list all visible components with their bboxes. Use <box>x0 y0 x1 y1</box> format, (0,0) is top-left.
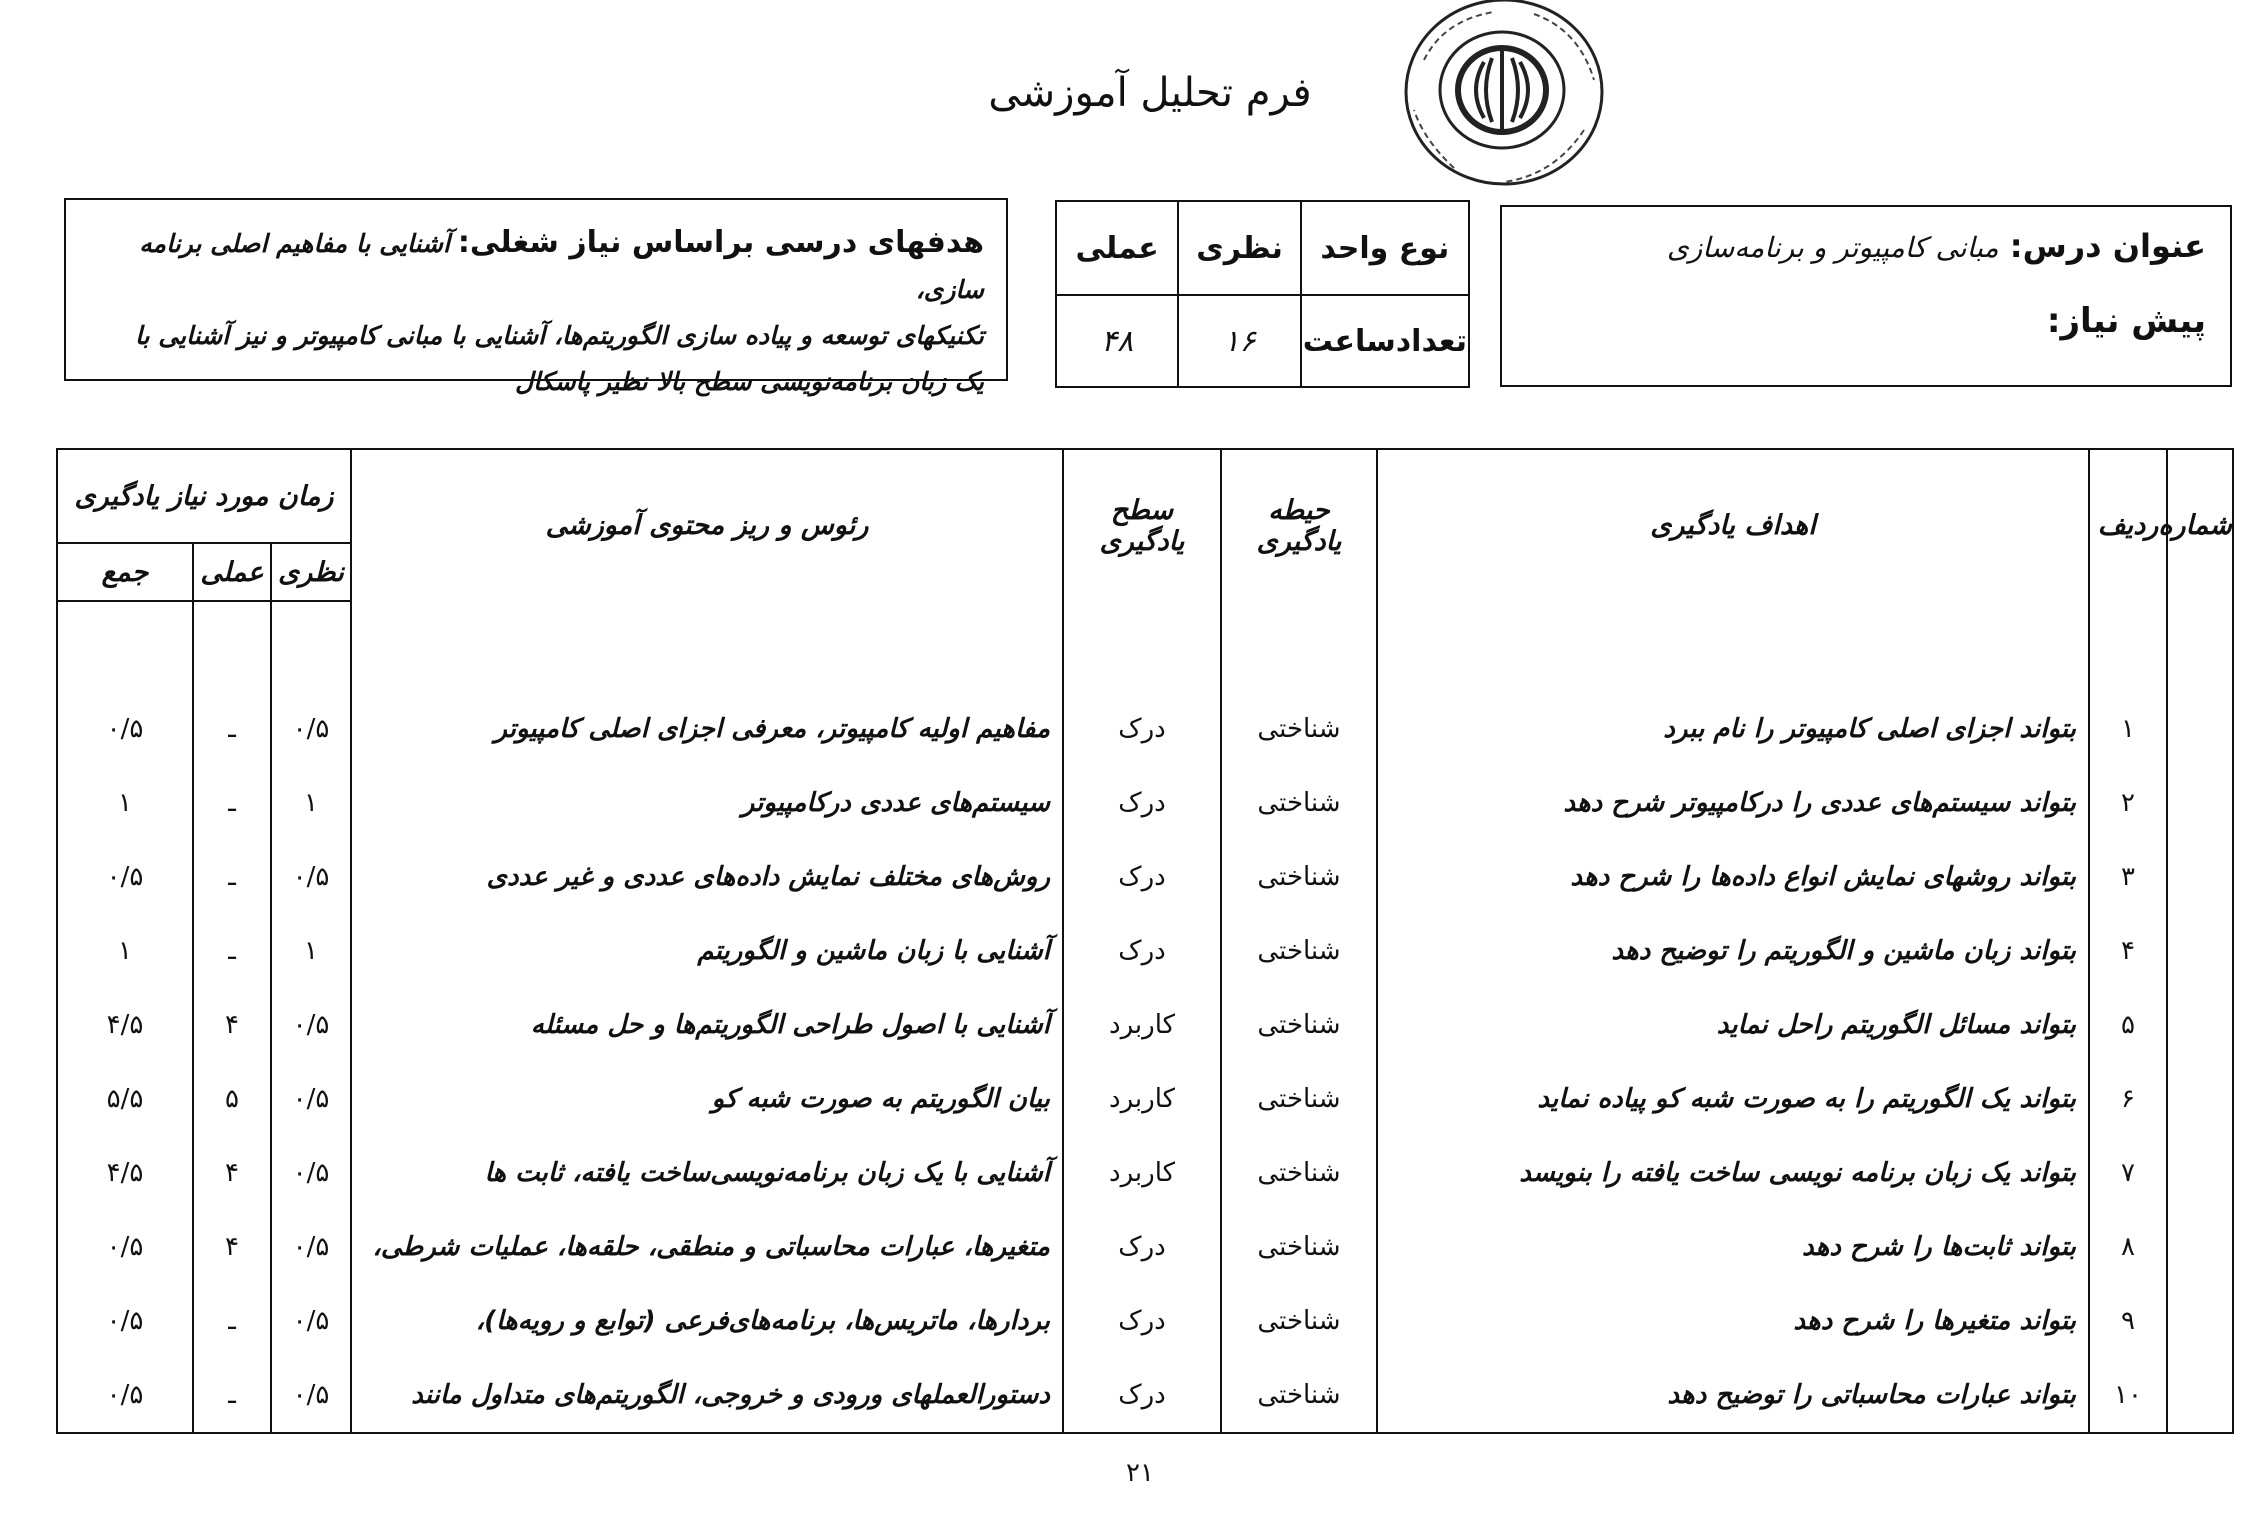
objective-cell: بتواند متغیرها را شرح دهد <box>1377 1284 2089 1358</box>
content-cell: بیان الگوریتم به صورت شبه کو <box>351 1062 1063 1136</box>
domain-cell: شناختی <box>1221 1062 1377 1136</box>
hours-label: تعدادساعت <box>1301 295 1469 387</box>
prerequisite-label: پیش نیاز: <box>2046 301 2206 341</box>
level-cell: درک <box>1063 1284 1221 1358</box>
row-cell: ۳ <box>2089 840 2167 914</box>
theory-cell: ۰/۵ <box>271 1062 351 1136</box>
goals-line-1: آشنایی با مفاهیم اصلی برنامه سازی، <box>139 229 984 304</box>
objective-cell: بتواند ثابت‌ها را شرح دهد <box>1377 1210 2089 1284</box>
practical-cell: ـ <box>193 1284 271 1358</box>
practical-cell: ـ <box>193 766 271 840</box>
course-title-value: مبانی کامپیوتر و برنامه‌سازی <box>1666 231 1999 264</box>
objective-cell: بتواند مسائل الگوریتم راحل نماید <box>1377 988 2089 1062</box>
level-cell: کاربرد <box>1063 1136 1221 1210</box>
row-cell: ۴ <box>2089 914 2167 988</box>
number-cell <box>2167 1062 2233 1136</box>
course-title <box>1526 227 2206 265</box>
objective-cell: بتواند اجزای اصلی کامپیوتر را نام ببرد <box>1377 692 2089 766</box>
col-domain-header: حیطه یادگیری <box>1221 449 1377 601</box>
total-cell: ۰/۵ <box>57 1284 193 1358</box>
unit-type-label: نوع واحد <box>1301 201 1469 295</box>
content-cell: سیستم‌های عددی درکامپیوتر <box>351 766 1063 840</box>
row-cell: ۷ <box>2089 1136 2167 1210</box>
table-row <box>57 1210 2233 1284</box>
content-cell: روش‌های مختلف نمایش داده‌های عددی و غیر عددی <box>351 840 1063 914</box>
table-row <box>57 1062 2233 1136</box>
theory-cell: ۰/۵ <box>271 692 351 766</box>
row-cell: ۸ <box>2089 1210 2167 1284</box>
theory-cell: ۱ <box>271 766 351 840</box>
total-cell: ۰/۵ <box>57 692 193 766</box>
col-time-header: زمان مورد نیاز یادگیری <box>57 449 351 543</box>
objective-cell: بتواند عبارات محاسباتی را توضیح دهد <box>1377 1358 2089 1433</box>
col-practical-header: عملی <box>193 543 271 601</box>
number-cell <box>2167 1136 2233 1210</box>
theory-cell: ۰/۵ <box>271 1210 351 1284</box>
form-title: فرم تحلیل آموزشی <box>988 70 1312 116</box>
table-row <box>57 914 2233 988</box>
domain-cell: شناختی <box>1221 988 1377 1062</box>
total-cell: ۱ <box>57 914 193 988</box>
domain-cell: شناختی <box>1221 840 1377 914</box>
theory-hours: ۱۶ <box>1178 295 1300 387</box>
table-row <box>57 988 2233 1062</box>
number-cell <box>2167 840 2233 914</box>
level-cell: درک <box>1063 1210 1221 1284</box>
level-cell: درک <box>1063 1358 1221 1433</box>
domain-cell: شناختی <box>1221 914 1377 988</box>
col-level-header: سطح یادگیری <box>1063 449 1221 601</box>
unit-theory-label: نظری <box>1178 201 1300 295</box>
content-cell: مفاهیم اولیه کامپیوتر، معرفی اجزای اصلی کامپیوتر <box>351 692 1063 766</box>
course-goals-box <box>64 198 1008 396</box>
content-cell: متغیرها، عبارات محاسباتی و منطقی، حلقه‌ها، عملیات شرطی، <box>351 1210 1063 1284</box>
course-info-box <box>1500 205 2232 387</box>
row-cell: ۵ <box>2089 988 2167 1062</box>
theory-cell: ۰/۵ <box>271 988 351 1062</box>
number-cell <box>2167 766 2233 840</box>
practical-cell: ۴ <box>193 1136 271 1210</box>
goals-heading: هدفهای درسی براساس نیاز شغلی: <box>457 225 984 260</box>
number-cell <box>2167 692 2233 766</box>
practical-cell: ـ <box>193 840 271 914</box>
col-total-header: جمع <box>57 543 193 601</box>
number-cell <box>2167 1210 2233 1284</box>
theory-cell: ۰/۵ <box>271 1136 351 1210</box>
theory-cell: ۰/۵ <box>271 840 351 914</box>
table-row <box>57 1136 2233 1210</box>
col-objectives-header: اهداف یادگیری <box>1377 449 2089 601</box>
row-cell: ۶ <box>2089 1062 2167 1136</box>
content-cell: آشنایی با زبان ماشین و الگوریتم <box>351 914 1063 988</box>
col-theory-header: نظری <box>271 543 351 601</box>
domain-cell: شناختی <box>1221 1358 1377 1433</box>
objective-cell: بتواند سیستم‌های عددی را درکامپیوتر شرح دهد <box>1377 766 2089 840</box>
level-cell: درک <box>1063 766 1221 840</box>
col-row-header: ردیف <box>2089 449 2167 601</box>
number-cell <box>2167 1284 2233 1358</box>
practical-hours: ۴۸ <box>1056 295 1178 387</box>
level-cell: درک <box>1063 840 1221 914</box>
total-cell: ۴/۵ <box>57 988 193 1062</box>
row-cell: ۱ <box>2089 692 2167 766</box>
unit-practical-label: عملی <box>1056 201 1178 295</box>
number-cell <box>2167 914 2233 988</box>
content-cell: آشنایی با اصول طراحی الگوریتم‌ها و حل مسئله <box>351 988 1063 1062</box>
objective-cell: بتواند یک زبان برنامه نویسی ساخت یافته را بنویسد <box>1377 1136 2089 1210</box>
theory-cell: ۰/۵ <box>271 1284 351 1358</box>
number-cell <box>2167 988 2233 1062</box>
learning-objectives-table <box>56 448 2232 1410</box>
col-number-header: شماره <box>2167 449 2233 601</box>
theory-cell: ۱ <box>271 914 351 988</box>
total-cell: ۰/۵ <box>57 1358 193 1433</box>
total-cell: ۵/۵ <box>57 1062 193 1136</box>
objective-cell: بتواند روشهای نمایش انواع داده‌ها را شرح دهد <box>1377 840 2089 914</box>
domain-cell: شناختی <box>1221 1136 1377 1210</box>
practical-cell: ۴ <box>193 988 271 1062</box>
table-row <box>57 840 2233 914</box>
table-row <box>57 1284 2233 1358</box>
theory-cell: ۰/۵ <box>271 1358 351 1433</box>
practical-cell: ـ <box>193 1358 271 1433</box>
goals-line-2: تکنیکهای توسعه و پیاده سازی الگوریتم‌ها، آشنایی با مبانی کامپیوتر و نیز آشنایی با <box>134 321 984 350</box>
domain-cell: شناختی <box>1221 766 1377 840</box>
page-number: ۲۱ <box>1126 1458 1154 1488</box>
level-cell: درک <box>1063 692 1221 766</box>
row-cell: ۱۰ <box>2089 1358 2167 1433</box>
domain-cell: شناختی <box>1221 1284 1377 1358</box>
content-cell: بردارها، ماتریس‌ها، برنامه‌های‌فرعی (توابع و رویه‌ها)، <box>351 1284 1063 1358</box>
practical-cell: ـ <box>193 914 271 988</box>
level-cell: درک <box>1063 914 1221 988</box>
total-cell: ۱ <box>57 766 193 840</box>
content-cell: آشنایی با یک زبان برنامه‌نویسی‌ساخت یافته، ثابت ها <box>351 1136 1063 1210</box>
objective-cell: بتواند زبان ماشین و الگوریتم را توضیح دهد <box>1377 914 2089 988</box>
practical-cell: ـ <box>193 692 271 766</box>
domain-cell: شناختی <box>1221 692 1377 766</box>
table-row <box>57 766 2233 840</box>
domain-cell: شناختی <box>1221 1210 1377 1284</box>
number-cell <box>2167 1358 2233 1433</box>
level-cell: کاربرد <box>1063 1062 1221 1136</box>
goals-line-3: یک زبان برنامه‌نویسی سطح بالا نظیر پاسکال <box>515 367 984 396</box>
practical-cell: ۴ <box>193 1210 271 1284</box>
units-table <box>1055 200 1470 388</box>
col-content-header: رئوس و ریز محتوی آموزشی <box>351 449 1063 601</box>
total-cell: ۴/۵ <box>57 1136 193 1210</box>
total-cell: ۰/۵ <box>57 1210 193 1284</box>
level-cell: کاربرد <box>1063 988 1221 1062</box>
course-title-label: عنوان درس: <box>2009 227 2206 265</box>
ministry-seal-icon <box>1384 0 1624 200</box>
row-cell: ۹ <box>2089 1284 2167 1358</box>
total-cell: ۰/۵ <box>57 840 193 914</box>
table-spacer-row <box>57 601 2233 692</box>
table-row <box>57 1358 2233 1433</box>
table-row <box>57 692 2233 766</box>
practical-cell: ۵ <box>193 1062 271 1136</box>
row-cell: ۲ <box>2089 766 2167 840</box>
objective-cell: بتواند یک الگوریتم را به صورت شبه کو پیاده نماید <box>1377 1062 2089 1136</box>
content-cell: دستورالعملهای ورودی و خروجی، الگوریتم‌های متداول مانند <box>351 1358 1063 1433</box>
